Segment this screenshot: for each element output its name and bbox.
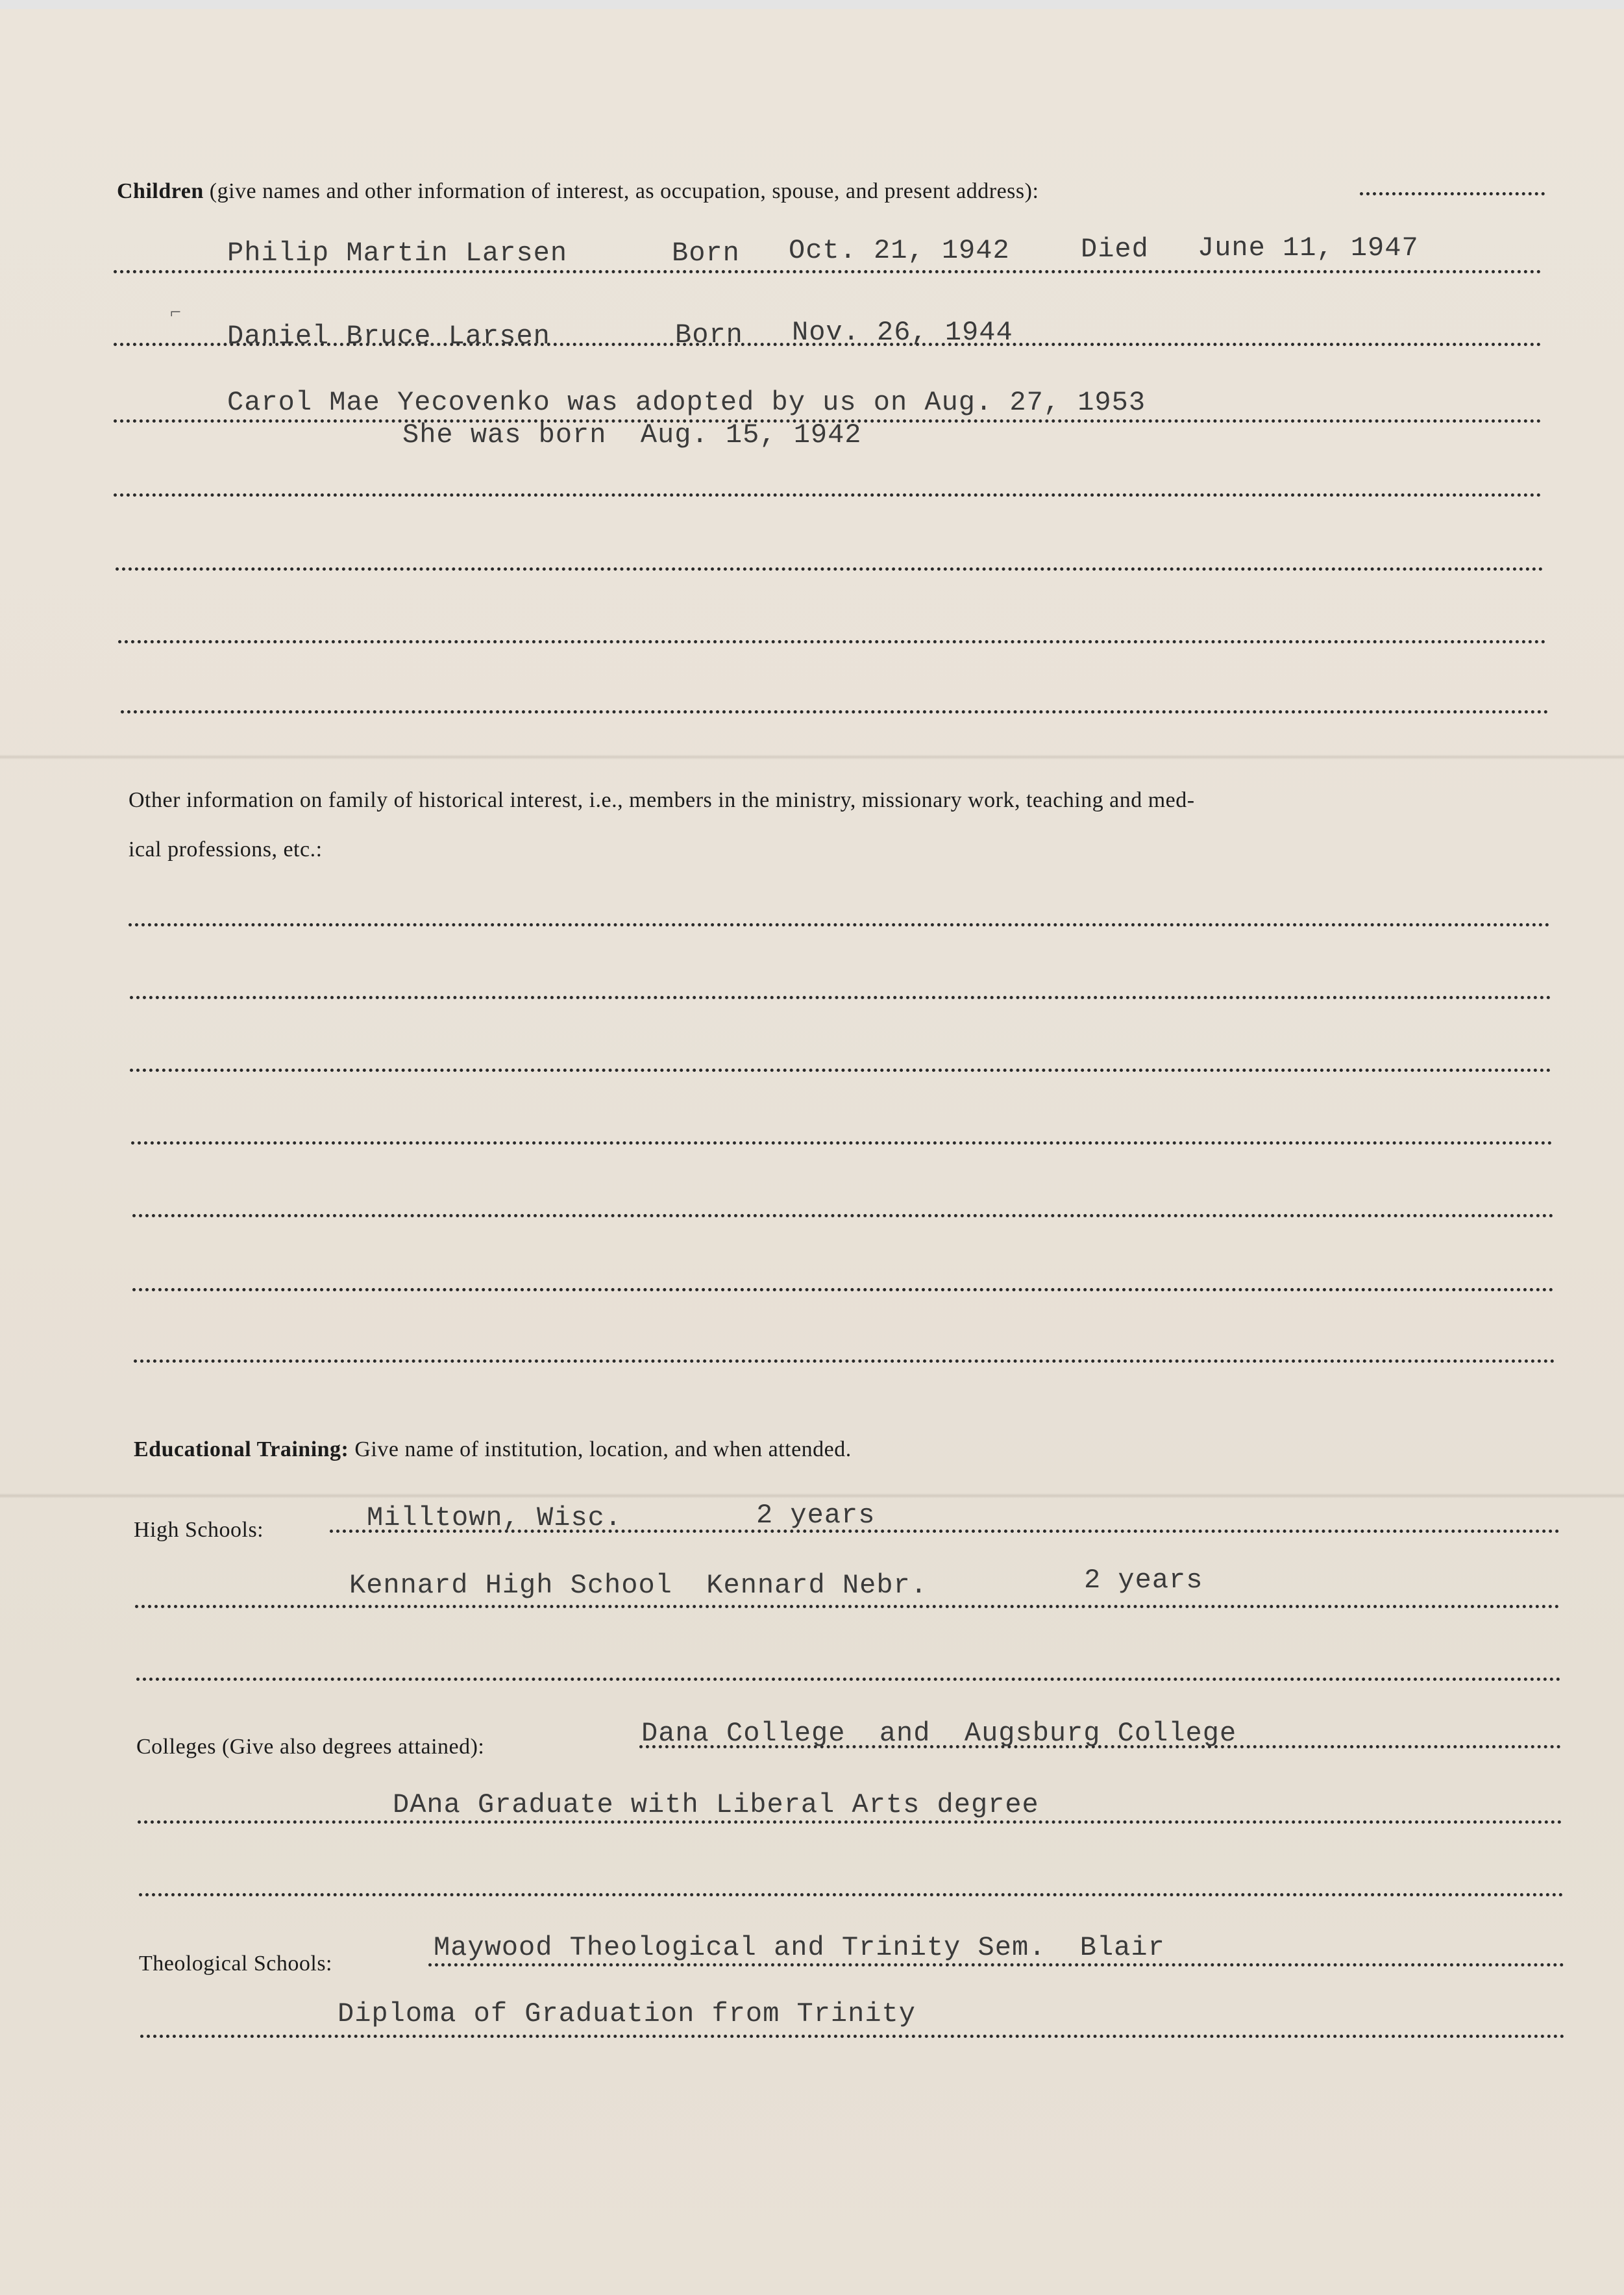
child-1-born-label: Born xyxy=(672,238,740,269)
children-line-4 xyxy=(114,493,1542,497)
other-line-7 xyxy=(134,1359,1555,1363)
high-school-line-2 xyxy=(135,1605,1560,1608)
child-1-name: Philip Martin Larsen xyxy=(227,238,568,269)
children-instruction: (give names and other information of interest, as occupation, spouse, and present address): xyxy=(209,179,1039,203)
child-2-name: Daniel Bruce Larsen xyxy=(227,321,550,352)
child-2-born-label: Born xyxy=(675,319,743,351)
college-line-3 xyxy=(139,1893,1564,1896)
children-line-5 xyxy=(116,567,1544,571)
college-degree: DAna Graduate with Liberal Arts degree xyxy=(393,1789,1039,1820)
child-1-died-label: Died xyxy=(1081,234,1149,265)
high-schools-label: High Schools: xyxy=(134,1518,264,1542)
child-1-born-date: Oct. 21, 1942 xyxy=(789,235,1010,266)
theological-schools-label: Theological Schools: xyxy=(139,1952,333,1976)
adoption-note: Carol Mae Yecovenko was adopted by us on Aug. 27, 1953 xyxy=(227,387,1146,418)
form-page xyxy=(0,9,1624,2295)
adoption-birth: She was born Aug. 15, 1942 xyxy=(402,419,862,451)
college-line-2 xyxy=(138,1820,1562,1824)
children-line-0 xyxy=(1360,192,1545,195)
high-school-1-years: 2 years xyxy=(756,1500,876,1531)
other-line-1 xyxy=(129,923,1550,926)
children-label: Children xyxy=(117,179,204,203)
education-heading: Educational Training: xyxy=(134,1437,349,1461)
high-school-line-3 xyxy=(136,1678,1561,1681)
theological-schools-value: Maywood Theological and Trinity Sem. Blair xyxy=(434,1932,1165,1963)
other-info-line-1: Other information on family of historical interest, i.e., members in the ministry, missionary work, teaching and med- xyxy=(129,788,1195,812)
other-info-line-2: ical professions, etc.: xyxy=(129,837,323,862)
children-line-6 xyxy=(118,640,1546,643)
theological-line-2 xyxy=(140,2035,1565,2038)
stray-mark: ⌐ xyxy=(170,301,181,323)
children-heading xyxy=(117,179,1039,204)
paper-fold xyxy=(0,1493,1624,1498)
children-line-7 xyxy=(121,710,1549,713)
high-school-1: Milltown, Wisc. xyxy=(367,1502,622,1533)
colleges-value: Dana College and Augsburg College xyxy=(641,1718,1237,1749)
paper-fold xyxy=(0,754,1624,760)
other-line-6 xyxy=(132,1288,1554,1291)
other-line-3 xyxy=(130,1069,1551,1072)
education-instruction: Give name of institution, location, and when attended. xyxy=(354,1437,852,1461)
other-line-5 xyxy=(132,1214,1554,1217)
colleges-label: Colleges (Give also degrees attained): xyxy=(136,1735,485,1759)
theological-diploma: Diploma of Graduation from Trinity xyxy=(338,1998,916,2029)
education-heading-row xyxy=(134,1437,852,1462)
high-school-2-years: 2 years xyxy=(1084,1565,1203,1596)
child-1-died-date: June 11, 1947 xyxy=(1198,232,1419,264)
theological-line-1 xyxy=(428,1963,1564,1966)
other-line-4 xyxy=(131,1141,1553,1145)
other-line-2 xyxy=(130,996,1551,999)
child-2-born-date: Nov. 26, 1944 xyxy=(792,317,1013,348)
high-school-2: Kennard High School Kennard Nebr. xyxy=(349,1570,928,1601)
children-line-1 xyxy=(114,270,1542,273)
